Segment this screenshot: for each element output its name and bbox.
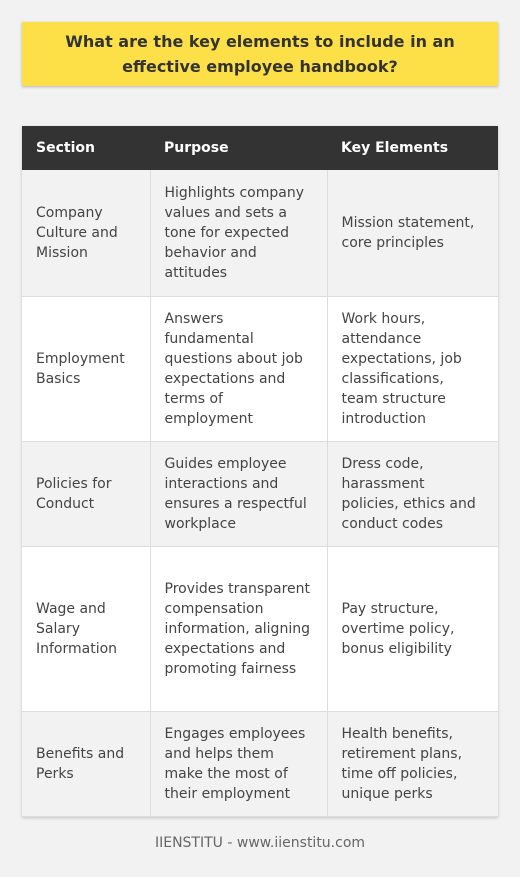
table-row [22, 170, 498, 296]
cell-key-elements: Dress code, harassment policies, ethics and conduct codes [327, 441, 498, 546]
cell-section: Company Culture and Mission [22, 170, 150, 296]
cell-purpose: Highlights company values and sets a tone for expected behavior and attitudes [150, 170, 327, 296]
table-row [22, 711, 498, 816]
cell-purpose: Provides transparent compensation information, aligning expectations and promoting fairness [150, 546, 327, 711]
cell-section: Wage and Salary Information [22, 546, 150, 711]
cell-key-elements: Health benefits, retirement plans, time off policies, unique perks [327, 711, 498, 816]
table-row [22, 441, 498, 546]
header-section: Section [22, 126, 150, 170]
footer-credit: IIENSTITU - www.iienstitu.com [154, 835, 366, 851]
page-title: What are the key elements to include in an effective employee handbook? [65, 32, 455, 76]
handbook-table [22, 126, 498, 817]
header-purpose: Purpose [150, 126, 327, 170]
cell-section: Policies for Conduct [22, 441, 150, 546]
cell-purpose: Engages employees and helps them make the most of their employment [150, 711, 327, 816]
header-key-elements: Key Elements [327, 126, 498, 170]
table-row [22, 546, 498, 711]
cell-key-elements: Pay structure, overtime policy, bonus eligibility [327, 546, 498, 711]
handbook-table-container [22, 126, 498, 817]
title-banner [22, 22, 498, 86]
cell-section: Benefits and Perks [22, 711, 150, 816]
table-row [22, 296, 498, 441]
cell-purpose: Answers fundamental questions about job expectations and terms of employment [150, 296, 327, 441]
table-header-row [22, 126, 498, 170]
cell-key-elements: Mission statement, core principles [327, 170, 498, 296]
cell-section: Employment Basics [22, 296, 150, 441]
cell-key-elements: Work hours, attendance expectations, job classifications, team structure introduction [327, 296, 498, 441]
cell-purpose: Guides employee interactions and ensures a respectful workplace [150, 441, 327, 546]
